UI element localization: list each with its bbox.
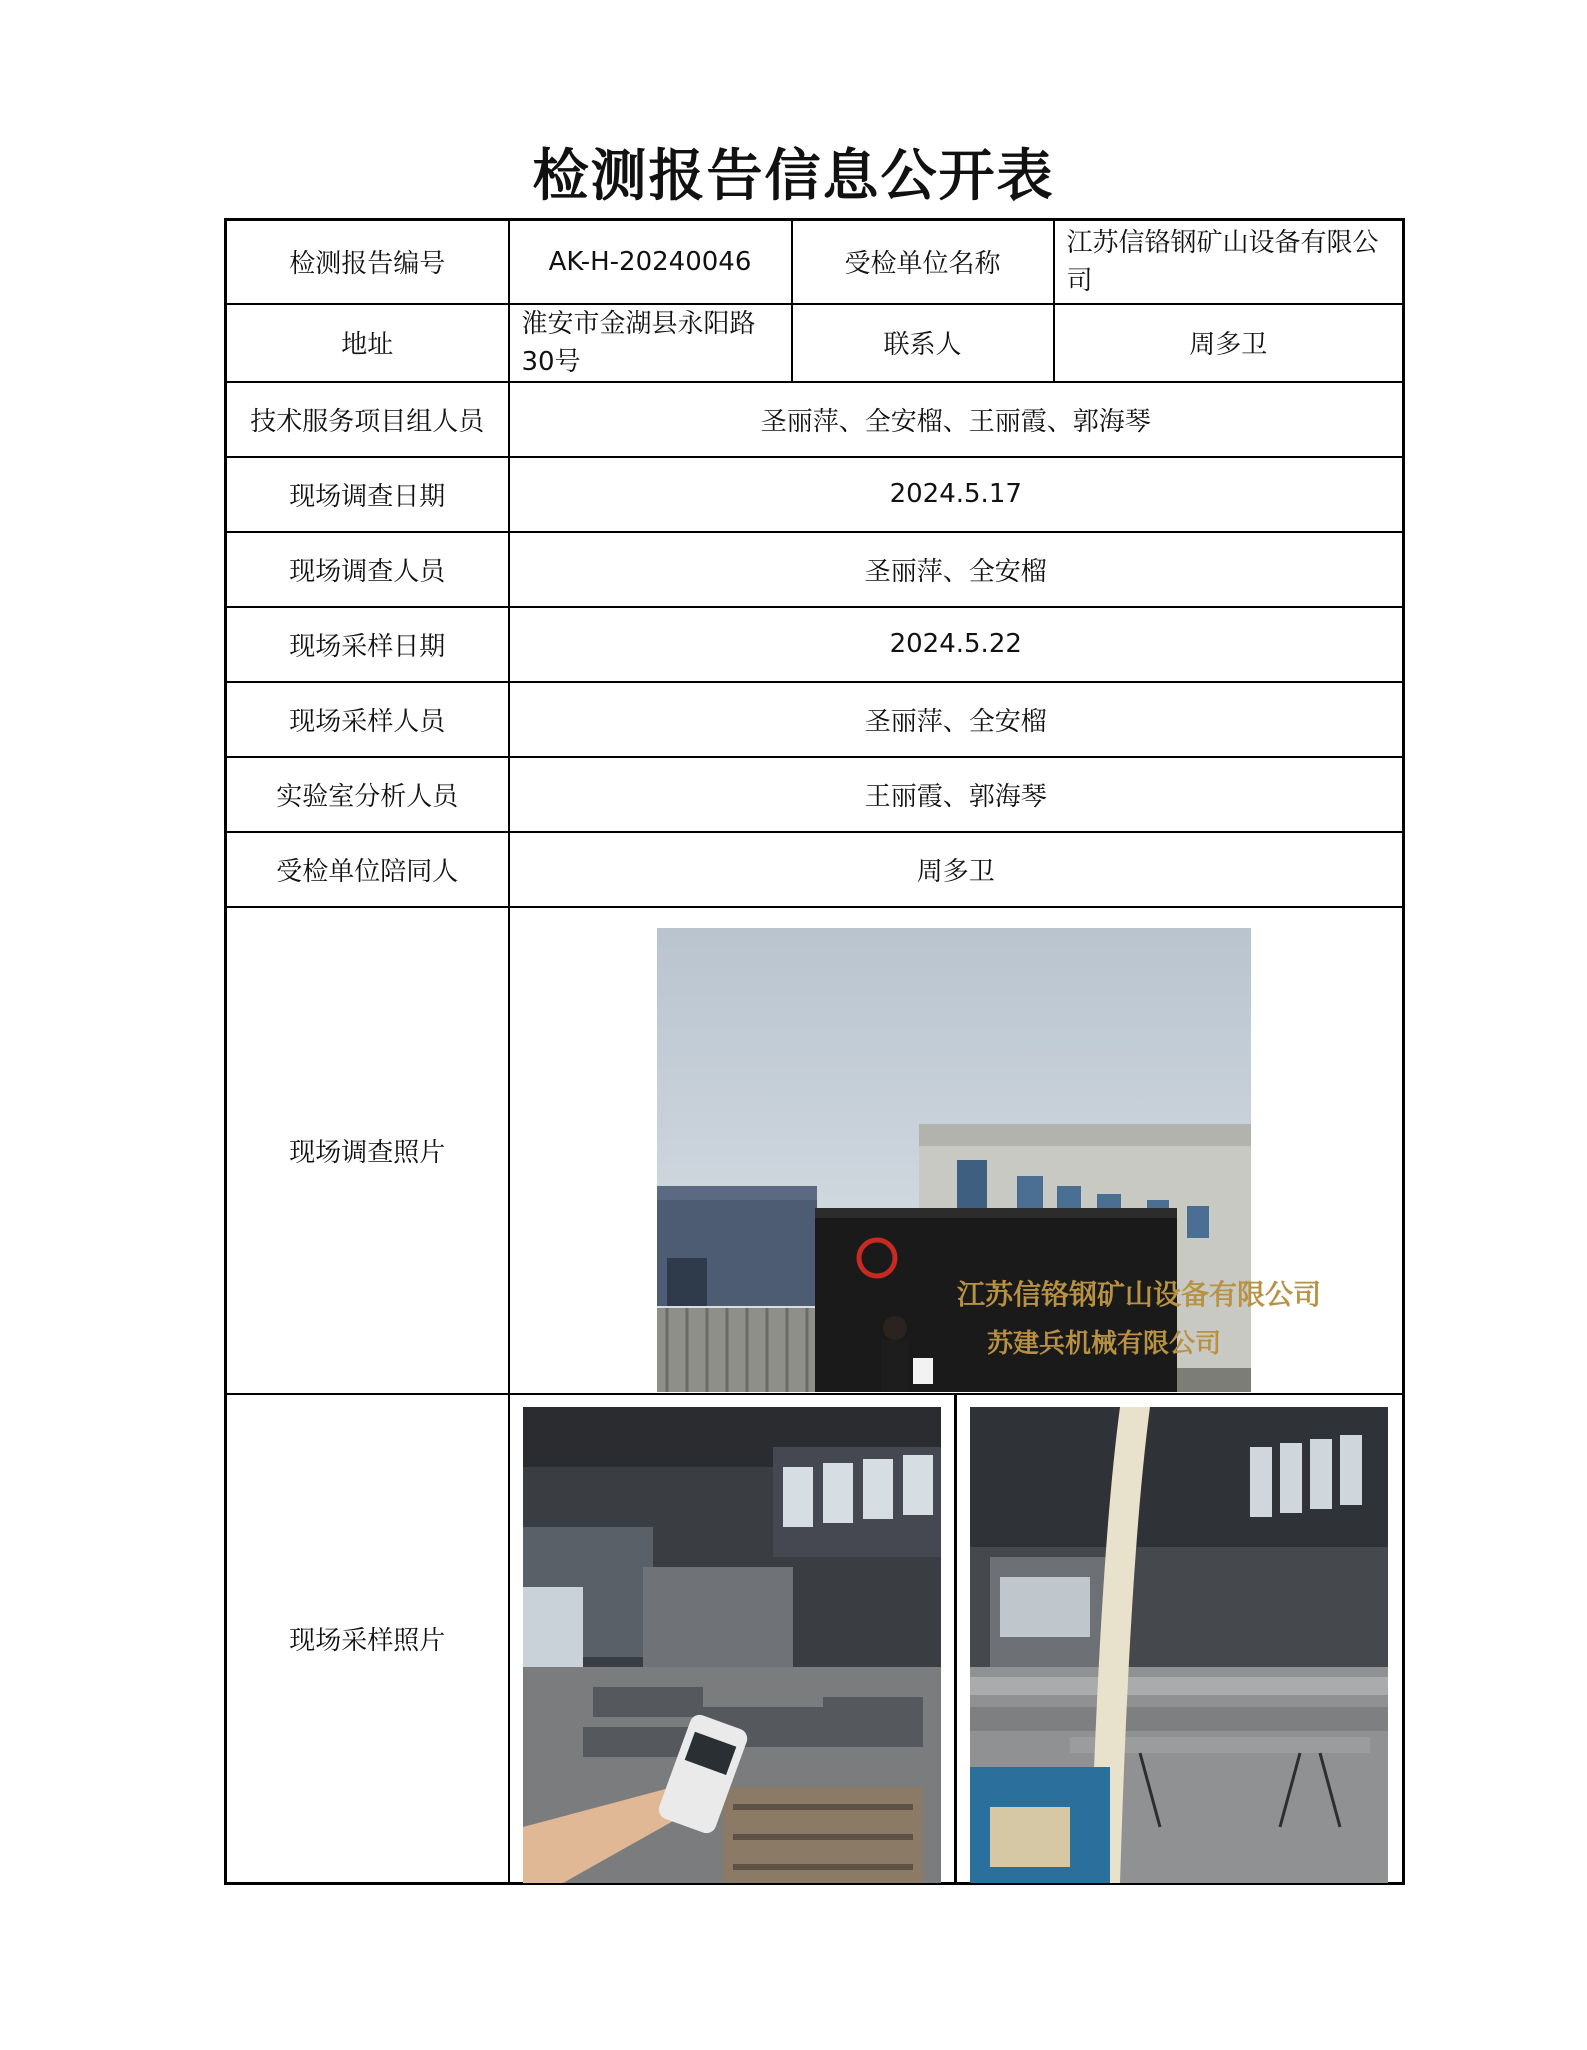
sample-photo-cell [509,1394,1404,1884]
survey-photo-cell [509,907,1404,1394]
report-no-label: 检测报告编号 [226,220,509,304]
table-row [226,220,1404,304]
contact-label: 联系人 [792,304,1054,382]
survey-staff-value: 圣丽萍、全安榴 [509,532,1404,607]
survey-date-label: 现场调查日期 [226,457,509,532]
report-no-value: AK-H-20240046 [509,220,792,304]
photo-divider [954,1395,957,1883]
sample-photo-right [970,1407,1388,1883]
table-row [226,682,1404,757]
table-row [226,304,1404,382]
sample-date-label: 现场采样日期 [226,607,509,682]
sample-date-value: 2024.5.22 [509,607,1404,682]
contact-value: 周多卫 [1054,304,1404,382]
table-row [226,832,1404,907]
lab-staff-label: 实验室分析人员 [226,757,509,832]
table-row [226,607,1404,682]
unit-name-value: 江苏信铬钢矿山设备有限公司 [1054,220,1404,304]
table-row [226,382,1404,457]
escort-value: 周多卫 [509,832,1404,907]
sample-photo-left [523,1407,941,1883]
sample-staff-label: 现场采样人员 [226,682,509,757]
page-title: 检测报告信息公开表 [532,144,1055,209]
table-row [226,757,1404,832]
survey-date-value: 2024.5.17 [509,457,1404,532]
table-row [226,532,1404,607]
team-value: 圣丽萍、全安榴、王丽霞、郭海琴 [509,382,1404,457]
survey-staff-label: 现场调查人员 [226,532,509,607]
survey-photo [657,928,1321,1392]
unit-name-label: 受检单位名称 [792,220,1054,304]
lab-staff-value: 王丽霞、郭海琴 [509,757,1404,832]
sign-line2: 苏建兵机械有限公司 [986,1328,1221,1359]
address-label: 地址 [226,304,509,382]
table-row [226,457,1404,532]
table-row [226,907,1404,1394]
table-row [226,1394,1404,1884]
address-value: 淮安市金湖县永阳路30号 [509,304,792,382]
sample-staff-value: 圣丽萍、全安榴 [509,682,1404,757]
team-label: 技术服务项目组人员 [226,382,509,457]
sample-photo-label: 现场采样照片 [226,1394,509,1884]
sign-line1: 江苏信铬钢矿山设备有限公司 [956,1277,1321,1311]
survey-photo-label: 现场调查照片 [226,907,509,1394]
report-info-table [224,218,1405,1885]
escort-label: 受检单位陪同人 [226,832,509,907]
